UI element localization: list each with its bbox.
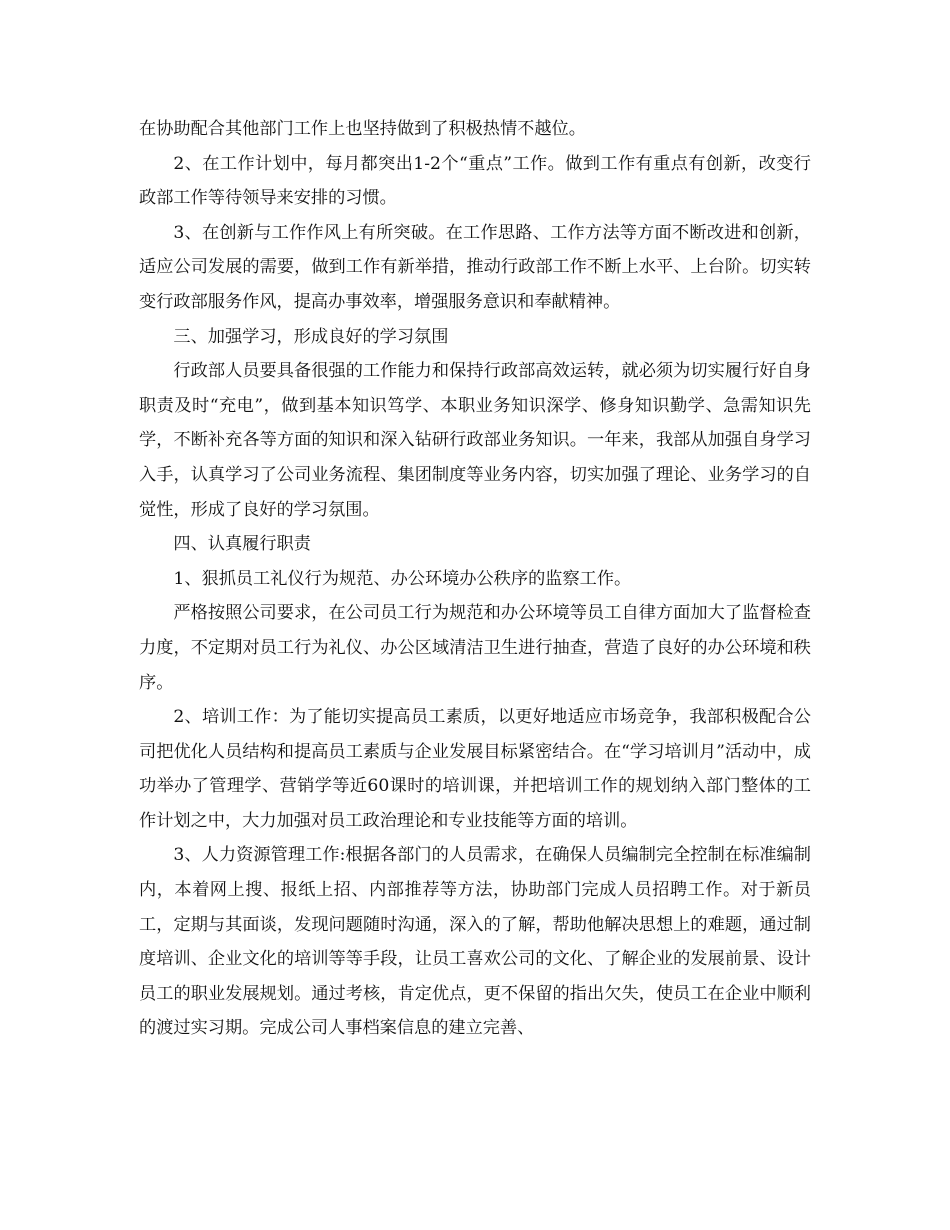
paragraph-7: 1、狠抓员工礼仪行为规范、办公环境办公秩序的监察工作。 — [173, 568, 632, 589]
paragraph-1: 在协助配合其他部门工作上也坚持做到了积极热情不越位。 — [139, 119, 586, 139]
section-heading-3: 三、加强学习，形成良好的学习氛围 — [173, 326, 449, 347]
paragraph-2: 2、在工作计划中，每月都突出1-2个“重点”工作。做到工作有重点有创新，改变行政部工作等待领导来安排的习惯。 — [139, 153, 811, 209]
paragraph-9: 2、培训工作：为了能切实提高员工素质，以更好地适应市场竞争，我部积极配合公司把优化人员结构和提高员工素质与企业发展目标紧密结合。在“学习培训月”活动中，成功举办了管理学、营销学等近60课时的培训课，并把培训工作的规划纳入部门整体的工作计划之中，大力加强对员工政治理论和专业技能等方面的培训。 — [139, 707, 811, 831]
paragraph-8: 严格按照公司要求，在公司员工行为规范和办公环境等员工自律方面加大了监督检查力度，不定期对员工行为礼仪、办公区域清洁卫生进行抽查，营造了良好的办公环境和秩序。 — [139, 603, 811, 693]
document-body — [139, 112, 811, 1046]
paragraph-3: 3、在创新与工作作风上有所突破。在工作思路、工作方法等方面不断改进和创新，适应公司发展的需要，做到工作有新举措，推动行政部工作不断上水平、上台阶。切实转变行政部服务作风，提高办事效率，增强服务意识和奉献精神。 — [139, 222, 811, 312]
paragraph-5: 行政部人员要具备很强的工作能力和保持行政部高效运转，就必须为切实履行好自身职责及时“充电”，做到基本知识笃学、本职业务知识深学、修身知识勤学、急需知识先学，不断补充各等方面的知识和深入钻研行政部业务知识。一年来，我部从加强自身学习入手，认真学习了公司业务流程、集团制度等业务内容，切实加强了理论、业务学习的自觉性，形成了良好的学习氛围。 — [139, 361, 811, 520]
section-heading-4: 四、认真履行职责 — [173, 534, 311, 555]
paragraph-10: 3、人力资源管理工作:根据各部门的人员需求，在确保人员编制完全控制在标准编制内，本着网上搜、报纸上招、内部推荐等方法，协助部门完成人员招聘工作。对于新员工，定期与其面谈，发现问题随时沟通，深入的了解，帮助他解决思想上的难题，通过制度培训、企业文化的培训等等手段，让员工喜欢公司的文化、了解企业的发展前景、设计员工的职业发展规划。通过考核，肯定优点，更不保留的指出欠失，使员工在企业中顺利的渡过实习期。完成公司人事档案信息的建立完善、 — [139, 845, 811, 1039]
